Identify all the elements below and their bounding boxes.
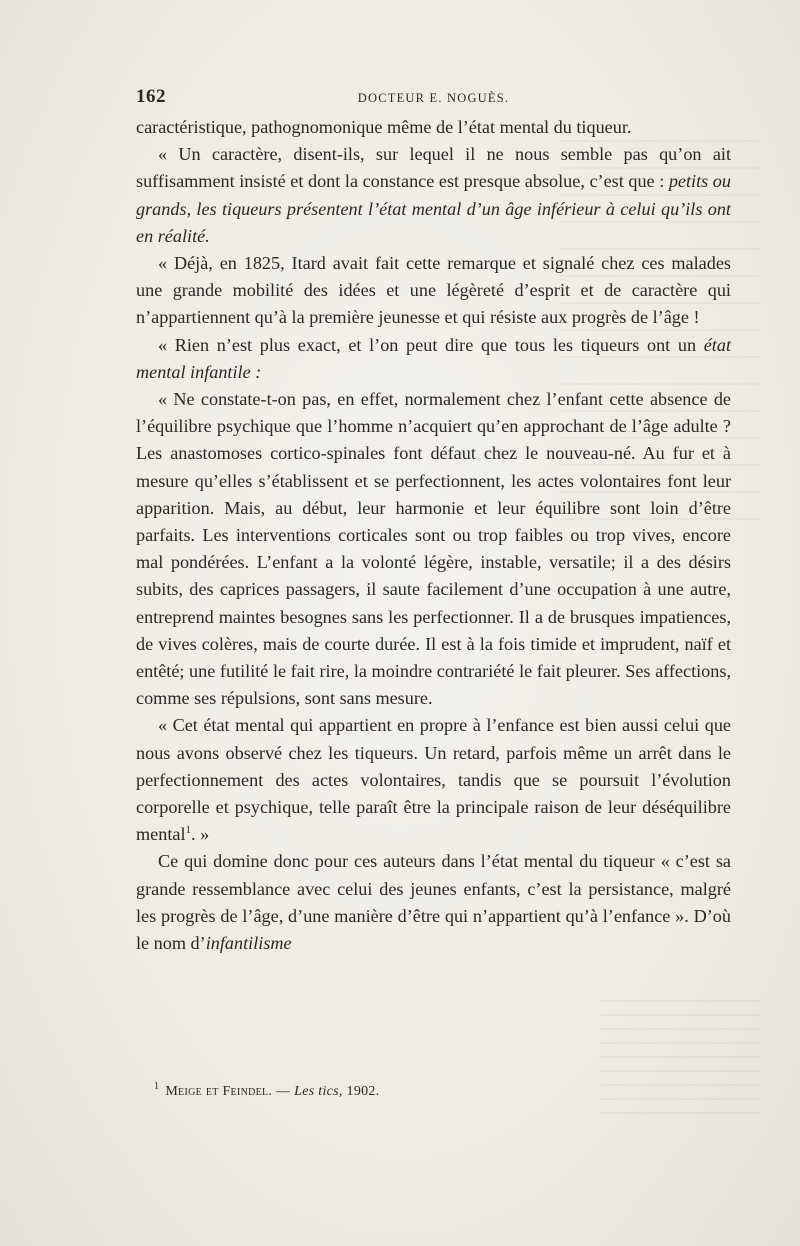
running-title: DOCTEUR E. NOGUÈS. bbox=[357, 91, 510, 105]
paragraph: « Un caractère, disent-ils, sur lequel il ne nous semble pas qu’on ait suffisamment insisté et dont la constance est presque absolue, c’est que : petits ou grands, les tiqueurs présentent l’état mental d’un âge inférieur à celui qu’ils ont en réalité. bbox=[136, 144, 731, 246]
paragraph: « Rien n’est plus exact, et l’on peut dire que tous les tiqueurs ont un état mental infantile : bbox=[136, 334, 731, 382]
footnote-authors: Meige et Feindel. bbox=[165, 1084, 273, 1099]
paragraph: « Déjà, en 1825, Itard avait fait cette remarque et signalé chez ces malades une grande mobilité des idées et une légèreté d’esprit et de caractère qui n’appartiennent qu’à la première jeunesse et qui résiste aux progrès de l’âge ! bbox=[136, 253, 731, 328]
italic-term: infantilisme bbox=[205, 933, 292, 954]
italic-quote: petits ou grands, les tiqueurs présentent l’état mental d’un âge inférieur à celui qu’ils ont en réalité. bbox=[136, 171, 731, 246]
footnote-reference: 1 bbox=[185, 824, 191, 837]
paragraph: caractéristique, pathognomonique même de l’état mental du tiqueur. bbox=[136, 117, 632, 137]
page-header bbox=[136, 86, 731, 110]
paragraph: « Ne constate-t-on pas, en effet, normalement chez l’enfant cette absence de l’équilibre psychique que l’homme n’acquiert qu’en approchant de l’âge adulte ? Les anastomoses cortico-spinales font défaut chez le nouveau-né. Au fur et à mesure qu’elles s’établissent et se perfectionnent, les actes volontaires font leur apparition. Mais, au début, leur harmonie et leur équilibre sont loin d’être parfaits. Les interventions corticales sont ou trop faibles ou trop vives, encore mal pondérées. L’enfant a la volonté légère, instable, versatile; il a des désirs subits, des caprices passagers, il saute facilement d’une occupation à une autre, entreprend maintes besognes sans les perfectionner. Il a de brusques impatiences, de vives colères, mais de courte durée. Il est à la fois timide et imprudent, naïf et entêté; une futilité le fait rire, la moindre contrariété le fait pleurer. Ses affections, comme ses répulsions, sont sans mesure. bbox=[136, 389, 731, 709]
show-through-text bbox=[600, 1000, 760, 1120]
body-text bbox=[136, 114, 731, 957]
paragraph: « Cet état mental qui appartient en propre à l’enfance est bien aussi celui que nous avons observé chez les tiqueurs. Un retard, parfois même un arrêt dans le perfectionnement des actes volontaires, tandis que se poursuit l’évolution corporelle et psychique, telle paraît être la principale raison de leur déséquilibre mental$^1$. » bbox=[136, 715, 731, 845]
footnote-title: Les tics, bbox=[294, 1084, 343, 1099]
footnote-mark: 1 bbox=[154, 1081, 160, 1093]
footnote: $^1$ Meige et Feindel. — Les tics, 1902. bbox=[154, 1081, 380, 1099]
page-number: 162 bbox=[136, 86, 166, 107]
paragraph: Ce qui domine donc pour ces auteurs dans l’état mental du tiqueur « c’est sa grande ressemblance avec celui des jeunes enfants, c’est la persistance, malgré les progrès de l’âge, d’une manière d’être qui n’appartient qu’à l’enfance ». D’où le nom d’infantilisme bbox=[136, 851, 731, 954]
italic-phrase: état mental infantile : bbox=[136, 334, 731, 382]
